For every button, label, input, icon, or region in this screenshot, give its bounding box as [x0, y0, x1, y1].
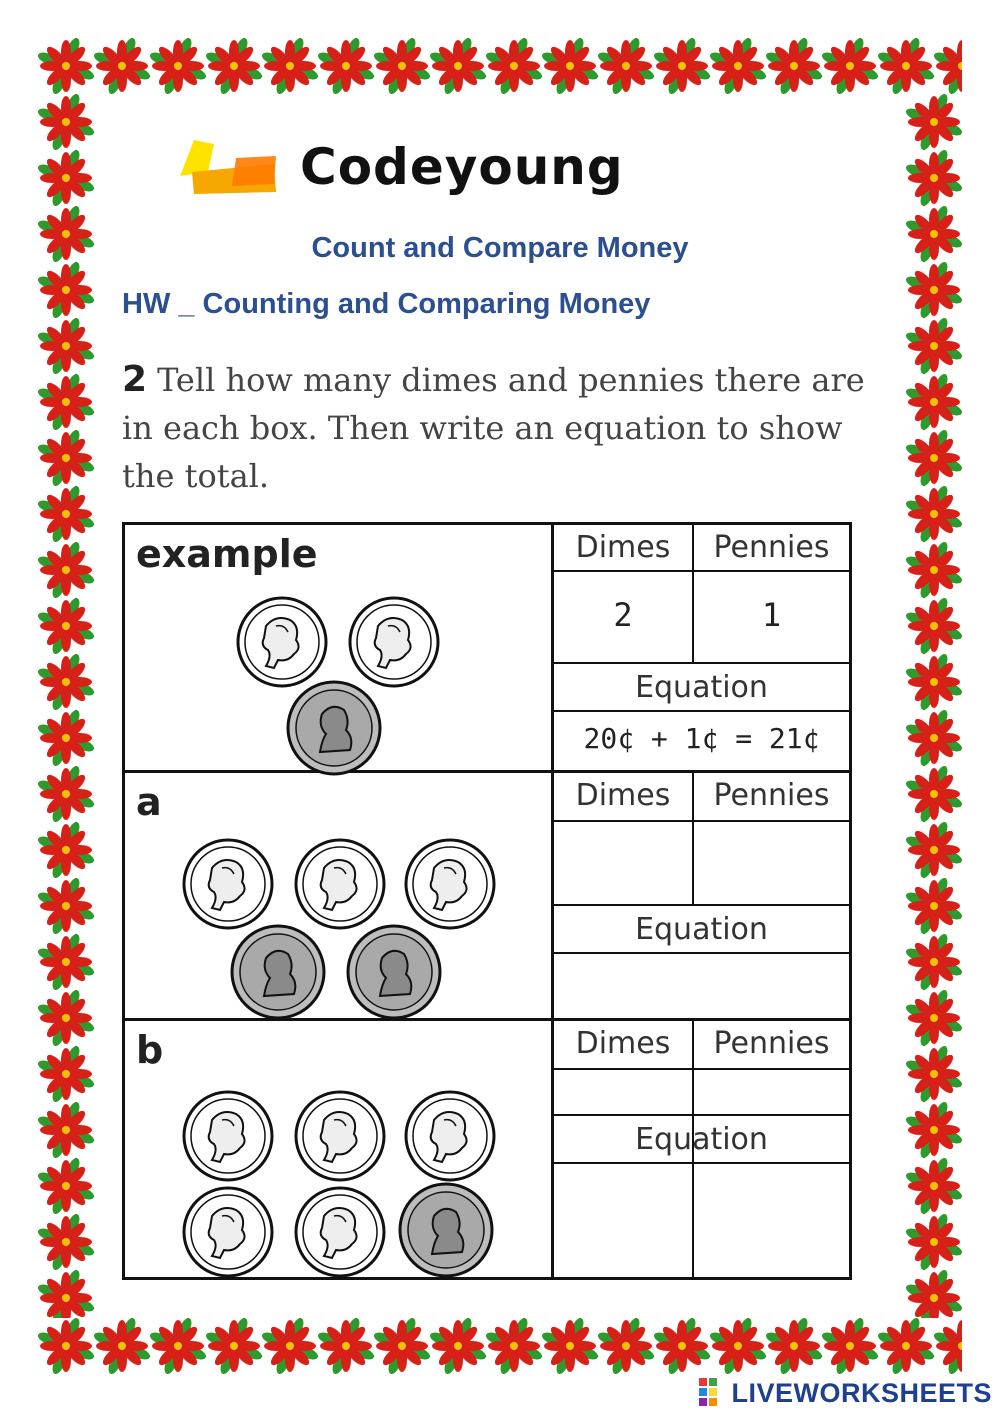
dime-icon [404, 1090, 496, 1182]
dime-icon [294, 1090, 386, 1182]
example-equation-value: 20¢ + 1¢ = 21¢ [583, 722, 820, 755]
poinsettia-icon [38, 822, 94, 878]
poinsettia-icon [94, 38, 150, 94]
header-equation-b: Equation [635, 1122, 768, 1157]
poinsettia-icon [38, 878, 94, 934]
header-pennies-a: Pennies [713, 778, 830, 813]
dime-icon [182, 838, 274, 930]
poinsettia-icon [38, 934, 94, 990]
poinsettia-icon [542, 38, 598, 94]
poinsettia-icon [878, 1318, 934, 1374]
border-left [38, 94, 94, 1318]
worksheet-title: Count and Compare Money [311, 232, 689, 264]
poinsettia-icon [906, 1158, 962, 1214]
poinsettia-icon [906, 990, 962, 1046]
header-pennies: Pennies [713, 530, 830, 565]
poinsettia-icon [38, 486, 94, 542]
dime-icon [294, 838, 386, 930]
poinsettia-icon [486, 1318, 542, 1374]
question-instructions [122, 356, 882, 500]
poinsettia-icon [430, 38, 486, 94]
border-bottom [38, 1318, 962, 1374]
dime-icon [182, 1090, 274, 1182]
row-label-b: b [136, 1028, 164, 1072]
poinsettia-icon [38, 150, 94, 206]
header-dimes: Dimes [575, 530, 671, 565]
header-pennies-b: Pennies [713, 1026, 830, 1061]
poinsettia-icon [206, 38, 262, 94]
poinsettia-icon [906, 1046, 962, 1102]
header-equation-a: Equation [635, 912, 768, 947]
liveworksheets-watermark [699, 1376, 992, 1410]
poinsettia-icon [206, 1318, 262, 1374]
poinsettia-icon [94, 1318, 150, 1374]
example-dimes-value: 2 [613, 596, 633, 634]
penny-icon [398, 1182, 494, 1278]
poinsettia-icon [906, 150, 962, 206]
poinsettia-icon [38, 990, 94, 1046]
answer-pennies-b[interactable] [696, 1072, 848, 1112]
dime-icon [404, 838, 496, 930]
poinsettia-icon [906, 878, 962, 934]
liveworksheets-logo-icon [699, 1378, 727, 1408]
poinsettia-icon [38, 1214, 94, 1270]
poinsettia-icon [906, 486, 962, 542]
poinsettia-icon [906, 430, 962, 486]
answer-equation-a[interactable] [556, 956, 848, 1016]
poinsettia-icon [38, 374, 94, 430]
poinsettia-icon [38, 1270, 94, 1318]
money-table [122, 522, 852, 1280]
penny-icon [346, 924, 442, 1020]
poinsettia-icon [38, 766, 94, 822]
poinsettia-icon [38, 430, 94, 486]
question-text: Tell how many dimes and pennies there are in each box. Then write an equation to show the total. [122, 361, 865, 495]
poinsettia-icon [906, 1214, 962, 1270]
poinsettia-icon [150, 38, 206, 94]
watermark-text: LIVEWORKSHEETS [731, 1377, 992, 1408]
poinsettia-icon [906, 822, 962, 878]
poinsettia-icon [318, 1318, 374, 1374]
poinsettia-icon [906, 598, 962, 654]
dime-icon [182, 1186, 274, 1278]
poinsettia-icon [654, 1318, 710, 1374]
poinsettia-icon [906, 542, 962, 598]
poinsettia-icon [906, 374, 962, 430]
header-dimes-b: Dimes [575, 1026, 671, 1061]
poinsettia-icon [262, 38, 318, 94]
poinsettia-icon [934, 1318, 962, 1374]
logo-wordmark: Codeyoung [300, 138, 624, 196]
poinsettia-icon [878, 38, 934, 94]
poinsettia-icon [934, 38, 962, 94]
poinsettia-icon [262, 1318, 318, 1374]
poinsettia-icon [374, 38, 430, 94]
poinsettia-icon [598, 1318, 654, 1374]
poinsettia-icon [654, 38, 710, 94]
poinsettia-icon [38, 1102, 94, 1158]
answer-dimes-b[interactable] [556, 1072, 690, 1112]
row-label-a: a [136, 780, 162, 824]
poinsettia-icon [38, 94, 94, 150]
poinsettia-icon [38, 654, 94, 710]
poinsettia-icon [318, 38, 374, 94]
penny-icon [230, 924, 326, 1020]
answer-pennies-a[interactable] [696, 824, 848, 902]
poinsettia-icon [906, 654, 962, 710]
poinsettia-icon [766, 38, 822, 94]
example-pennies-value: 1 [761, 596, 782, 634]
poinsettia-icon [374, 1318, 430, 1374]
poinsettia-icon [38, 1318, 94, 1374]
dime-icon [236, 596, 328, 688]
poinsettia-icon [906, 94, 962, 150]
homework-title: HW _ Counting and Comparing Money [122, 288, 651, 320]
poinsettia-icon [542, 1318, 598, 1374]
poinsettia-icon [430, 1318, 486, 1374]
poinsettia-icon [150, 1318, 206, 1374]
poinsettia-icon [822, 38, 878, 94]
codeyoung-logo [180, 136, 800, 206]
dime-icon [348, 596, 440, 688]
poinsettia-icon [906, 262, 962, 318]
penny-icon [286, 680, 382, 776]
poinsettia-icon [906, 934, 962, 990]
header-equation: Equation [635, 670, 768, 705]
poinsettia-icon [822, 1318, 878, 1374]
poinsettia-icon [38, 542, 94, 598]
logo-mark-icon [180, 136, 290, 200]
dime-icon [294, 1186, 386, 1278]
poinsettia-icon [38, 1158, 94, 1214]
answer-equation-b[interactable] [556, 1166, 848, 1276]
poinsettia-icon [598, 38, 654, 94]
border-right [906, 94, 962, 1318]
poinsettia-icon [38, 598, 94, 654]
poinsettia-icon [906, 318, 962, 374]
poinsettia-icon [906, 1270, 962, 1318]
poinsettia-icon [38, 262, 94, 318]
header-dimes-a: Dimes [575, 778, 671, 813]
row-label-example: example [136, 532, 318, 576]
answer-dimes-a[interactable] [556, 824, 690, 902]
poinsettia-icon [486, 38, 542, 94]
poinsettia-icon [38, 38, 94, 94]
poinsettia-icon [38, 318, 94, 374]
poinsettia-icon [710, 38, 766, 94]
poinsettia-icon [906, 766, 962, 822]
poinsettia-icon [906, 710, 962, 766]
poinsettia-icon [38, 710, 94, 766]
poinsettia-icon [710, 1318, 766, 1374]
poinsettia-icon [906, 1102, 962, 1158]
poinsettia-icon [766, 1318, 822, 1374]
poinsettia-icon [38, 1046, 94, 1102]
border-top [38, 38, 962, 94]
question-number: 2 [122, 359, 148, 400]
